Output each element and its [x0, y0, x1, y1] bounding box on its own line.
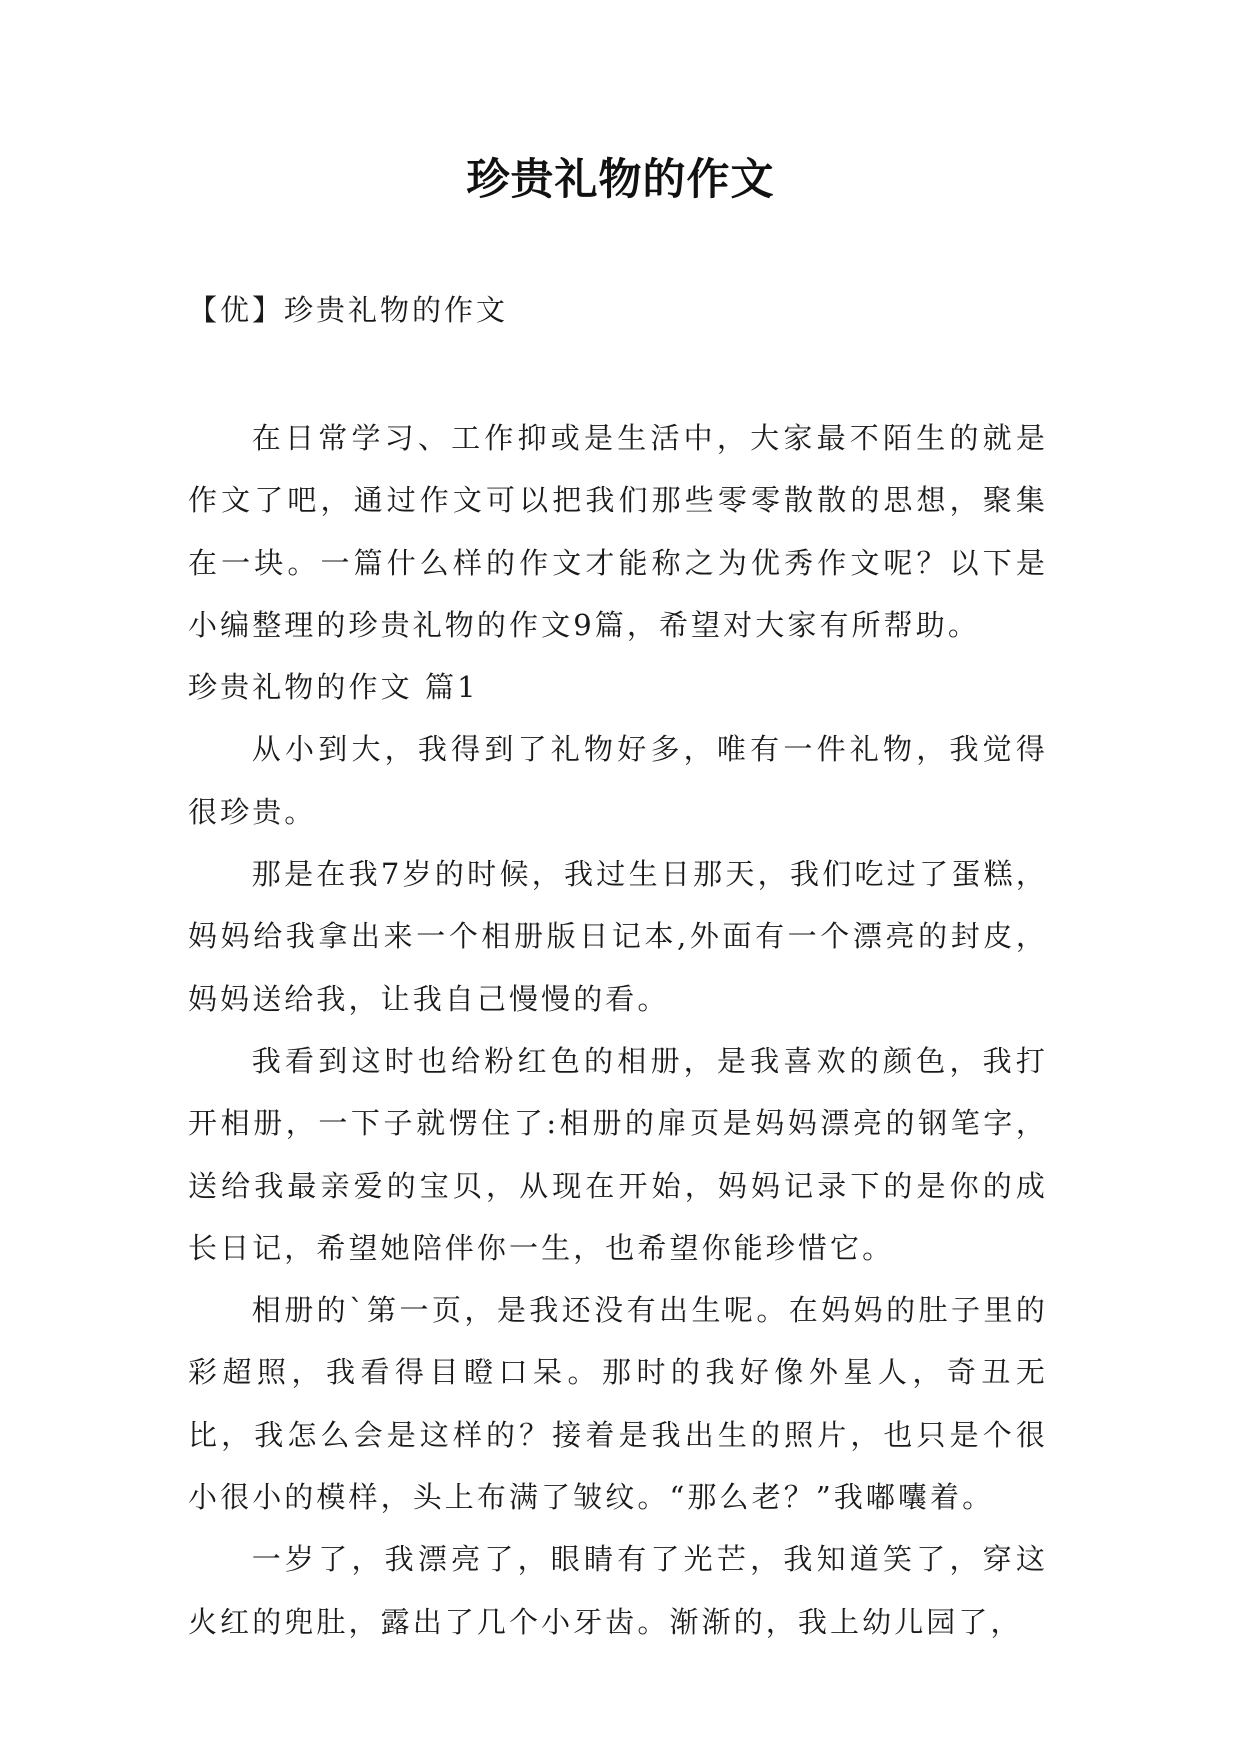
- paragraph-intro: 在日常学习、工作抑或是生活中，大家最不陌生的就是作文了吧，通过作文可以把我们那些零零散散的思想，聚集在一块。一篇什么样的作文才能称之为优秀作文呢？以下是小编整理的珍贵礼物的作文9篇，希望对大家有所帮助。: [188, 421, 1048, 642]
- document-subtitle: 【优】珍贵礼物的作文: [188, 293, 509, 327]
- paragraph: 我看到这时也给粉红色的相册，是我喜欢的颜色，我打开相册，一下子就愣住了:相册的扉页是妈妈漂亮的钢笔字，送给我最亲爱的宝贝，从现在开始，妈妈记录下的是你的成长日记，希望她陪伴你一生，也希望你能珍惜它。: [188, 1043, 1048, 1265]
- document-body: [188, 407, 1048, 1653]
- paragraph: 那是在我7岁的时候，我过生日那天，我们吃过了蛋糕，妈妈给我拿出来一个相册版日记本,外面有一个漂亮的封皮，妈妈送给我，让我自己慢慢的看。: [188, 857, 1048, 1016]
- document-title: 珍贵礼物的作文: [466, 155, 775, 205]
- section-heading: 珍贵礼物的作文 篇1: [188, 670, 479, 705]
- paragraph: 相册的`第一页，是我还没有出生呢。在妈妈的肚子里的彩超照，我看得目瞪口呆。那时的我好像外星人，奇丑无比，我怎么会是这样的？接着是我出生的照片，也只是个很小很小的模样，头上布满了皱纹。“那么老？”我嘟囔着。: [188, 1293, 1048, 1515]
- paragraph: 一岁了，我漂亮了，眼睛有了光芒，我知道笑了，穿这火红的兜肚，露出了几个小牙齿。渐渐的，我上幼儿园了，: [188, 1542, 1048, 1639]
- paragraph: 从小到大，我得到了礼物好多，唯有一件礼物，我觉得很珍贵。: [188, 732, 1048, 829]
